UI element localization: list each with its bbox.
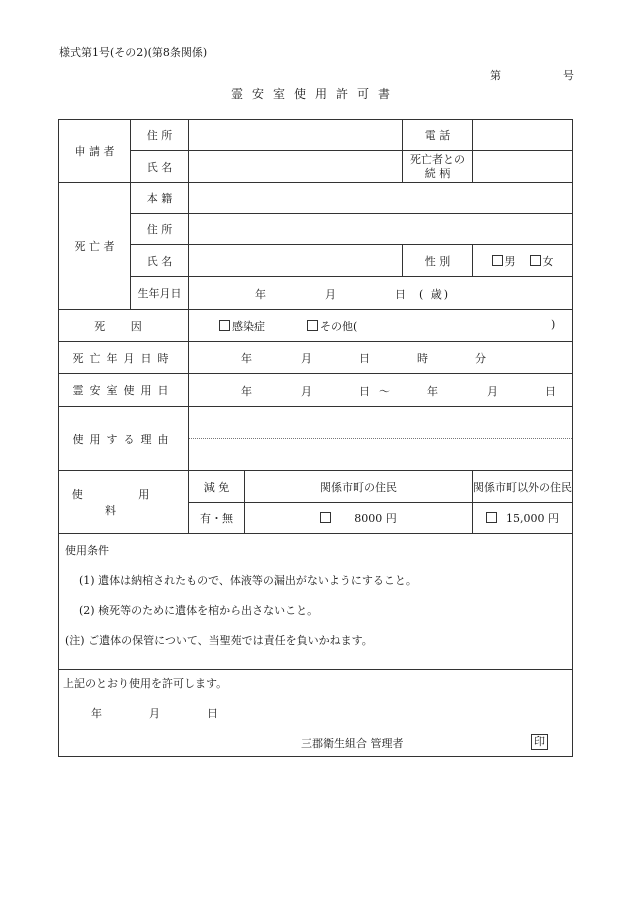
non-resident-fee-amount: 15,000 円 [506,512,559,525]
applicant-address-label: 住 所 [131,120,189,151]
conditions-section [59,534,573,670]
usage-date-field[interactable] [189,374,573,407]
deceased-section-label: 死 亡 者 [59,183,131,310]
applicant-phone-field[interactable] [473,120,573,151]
form-number-label: 様式第1号(その2)(第8条関係) [59,46,208,59]
usage-tilde: 〜 [379,385,390,398]
applicant-phone-label: 電 話 [403,120,473,151]
relation-label-line2: 続 柄 [424,166,451,180]
birthdate-field[interactable] [189,277,573,310]
relation-label [403,151,473,183]
birth-age: ( 歳) [419,288,451,301]
approval-day: 日 [207,707,218,720]
deceased-name-label: 氏 名 [131,245,189,277]
seal-mark: 印 [531,734,548,750]
usage-start-year: 年 [241,385,252,398]
deceased-domicile-field[interactable] [189,183,573,214]
death-hour: 時 [417,352,428,365]
death-year: 年 [241,352,252,365]
usage-start-day: 日 [359,385,370,398]
deceased-address-label: 住 所 [131,214,189,245]
birth-year: 年 [255,288,266,301]
reason-label: 使用する理由 [59,407,189,471]
reduction-yes-no[interactable]: 有・無 [189,503,245,534]
usage-start-month: 月 [301,385,312,398]
deceased-name-field[interactable] [189,245,403,277]
usage-end-year: 年 [427,385,438,398]
approval-section [59,670,573,757]
approval-text: 上記のとおり使用を許可します。 [63,677,228,690]
non-resident-fee-checkbox[interactable] [486,512,497,523]
usage-end-day: 日 [545,385,556,398]
death-minute: 分 [475,352,486,365]
issuer-name: 三郡衛生組合 管理者 [301,737,404,750]
non-resident-fee [473,503,573,534]
document-title: 霊安室使用許可書 [230,87,399,101]
conditions-title: 使用条件 [65,544,109,557]
birthdate-label: 生年月日 [131,277,189,310]
male-label: 男 [504,254,516,268]
cause-label: 死 因 [59,310,189,342]
non-resident-header: 関係市町以外の住民 [473,471,573,503]
usage-date-label: 霊安室使用日 [59,374,189,407]
male-checkbox[interactable] [492,255,503,266]
deceased-address-field[interactable] [189,214,573,245]
relation-field[interactable] [473,151,573,183]
death-day: 日 [359,352,370,365]
infectious-checkbox[interactable] [219,320,230,331]
conditions-note: (注) ご遺体の保管について、当聖苑では責任を負いかねます。 [65,634,373,647]
number-dai: 第 [490,69,501,82]
cause-field [189,310,573,342]
birth-month: 月 [325,288,336,301]
other-label: その他( [320,320,358,333]
deceased-domicile-label: 本 籍 [131,183,189,214]
death-month: 月 [301,352,312,365]
applicant-name-field[interactable] [189,151,403,183]
death-datetime-label: 死亡年月日時 [59,342,189,374]
permit-form-table [58,119,573,757]
reduction-label: 減 免 [189,471,245,503]
other-close-paren: ) [551,318,556,331]
resident-fee [245,503,473,534]
infectious-option[interactable] [219,318,265,334]
sex-options [473,245,573,277]
other-option[interactable] [307,318,357,334]
infectious-label: 感染症 [232,320,265,333]
reason-field[interactable] [189,407,573,471]
approval-year: 年 [91,707,102,720]
female-label: 女 [542,254,554,268]
death-datetime-field[interactable] [189,342,573,374]
relation-label-line1: 死亡者との [410,152,465,166]
applicant-section-label: 申 請 者 [59,120,131,183]
number-go: 号 [563,69,574,82]
resident-header: 関係市町の住民 [245,471,473,503]
sex-label: 性 別 [403,245,473,277]
birth-day: 日 [395,288,406,301]
reason-dotted-line [189,438,572,439]
condition-item-1: (1) 遺体は納棺されたもので、体液等の漏出がないようにすること。 [79,574,417,587]
female-checkbox[interactable] [530,255,541,266]
approval-month: 月 [149,707,160,720]
resident-fee-amount: 8000 円 [354,512,397,525]
other-checkbox[interactable] [307,320,318,331]
applicant-name-label: 氏 名 [131,151,189,183]
resident-fee-checkbox[interactable] [320,512,331,523]
applicant-address-field[interactable] [189,120,403,151]
fee-label: 使 用 料 [59,471,189,534]
usage-end-month: 月 [487,385,498,398]
condition-item-2: (2) 検死等のために遺体を棺から出さないこと。 [79,604,319,617]
